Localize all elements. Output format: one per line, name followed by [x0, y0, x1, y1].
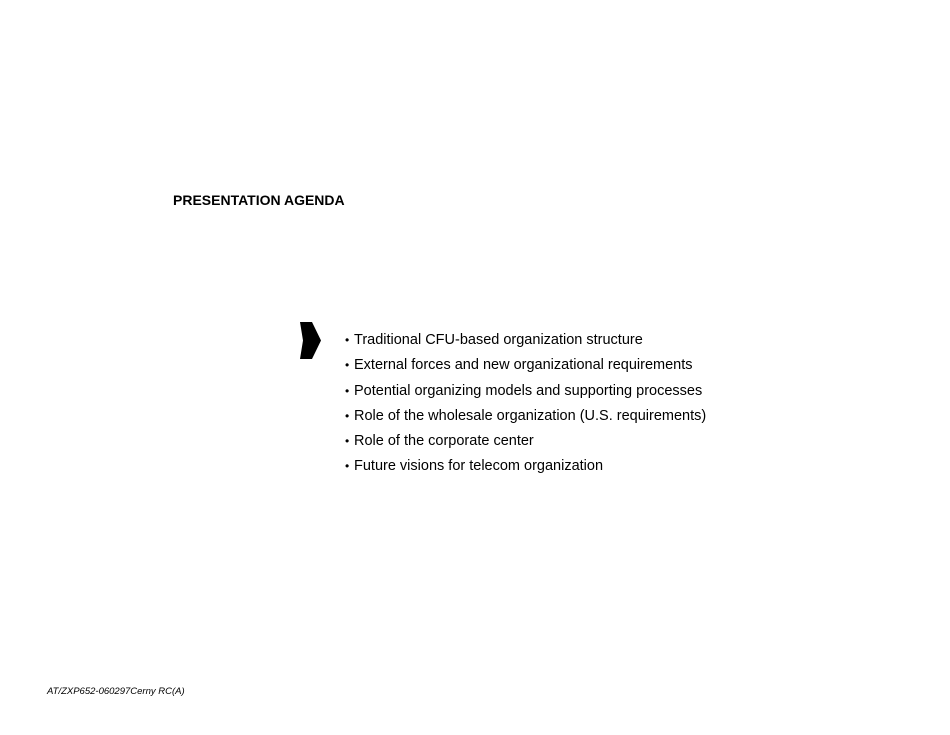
agenda-item: [345, 330, 706, 355]
agenda-item: [345, 456, 706, 481]
agenda-item-label: Potential organizing models and supporting processes: [354, 382, 703, 399]
agenda-item-label: Future visions for telecom organization: [354, 458, 604, 475]
footer-document-code: AT/ZXP652-060297Cerny RC(A): [47, 686, 185, 697]
agenda-item-label: Role of the wholesale organization (U.S. requirements): [354, 407, 707, 424]
page-title: PRESENTATION AGENDA: [173, 192, 345, 208]
agenda-item-label: Role of the corporate center: [354, 433, 534, 450]
agenda-item: [345, 381, 706, 406]
right-arrow-icon: [300, 319, 322, 362]
agenda-item: [345, 431, 706, 456]
agenda-item: [345, 355, 706, 380]
agenda-item-label: Traditional CFU-based organization structure: [354, 332, 643, 348]
bullet-icon: •: [345, 383, 350, 398]
bullet-icon: •: [345, 408, 350, 423]
agenda-item: [345, 406, 706, 431]
bullet-icon: •: [345, 434, 350, 449]
bullet-icon: •: [345, 333, 350, 347]
bullet-icon: •: [345, 459, 350, 474]
agenda-list: [345, 330, 706, 482]
agenda-item-label: External forces and new organizational requirements: [354, 357, 693, 374]
bullet-icon: •: [345, 358, 350, 373]
